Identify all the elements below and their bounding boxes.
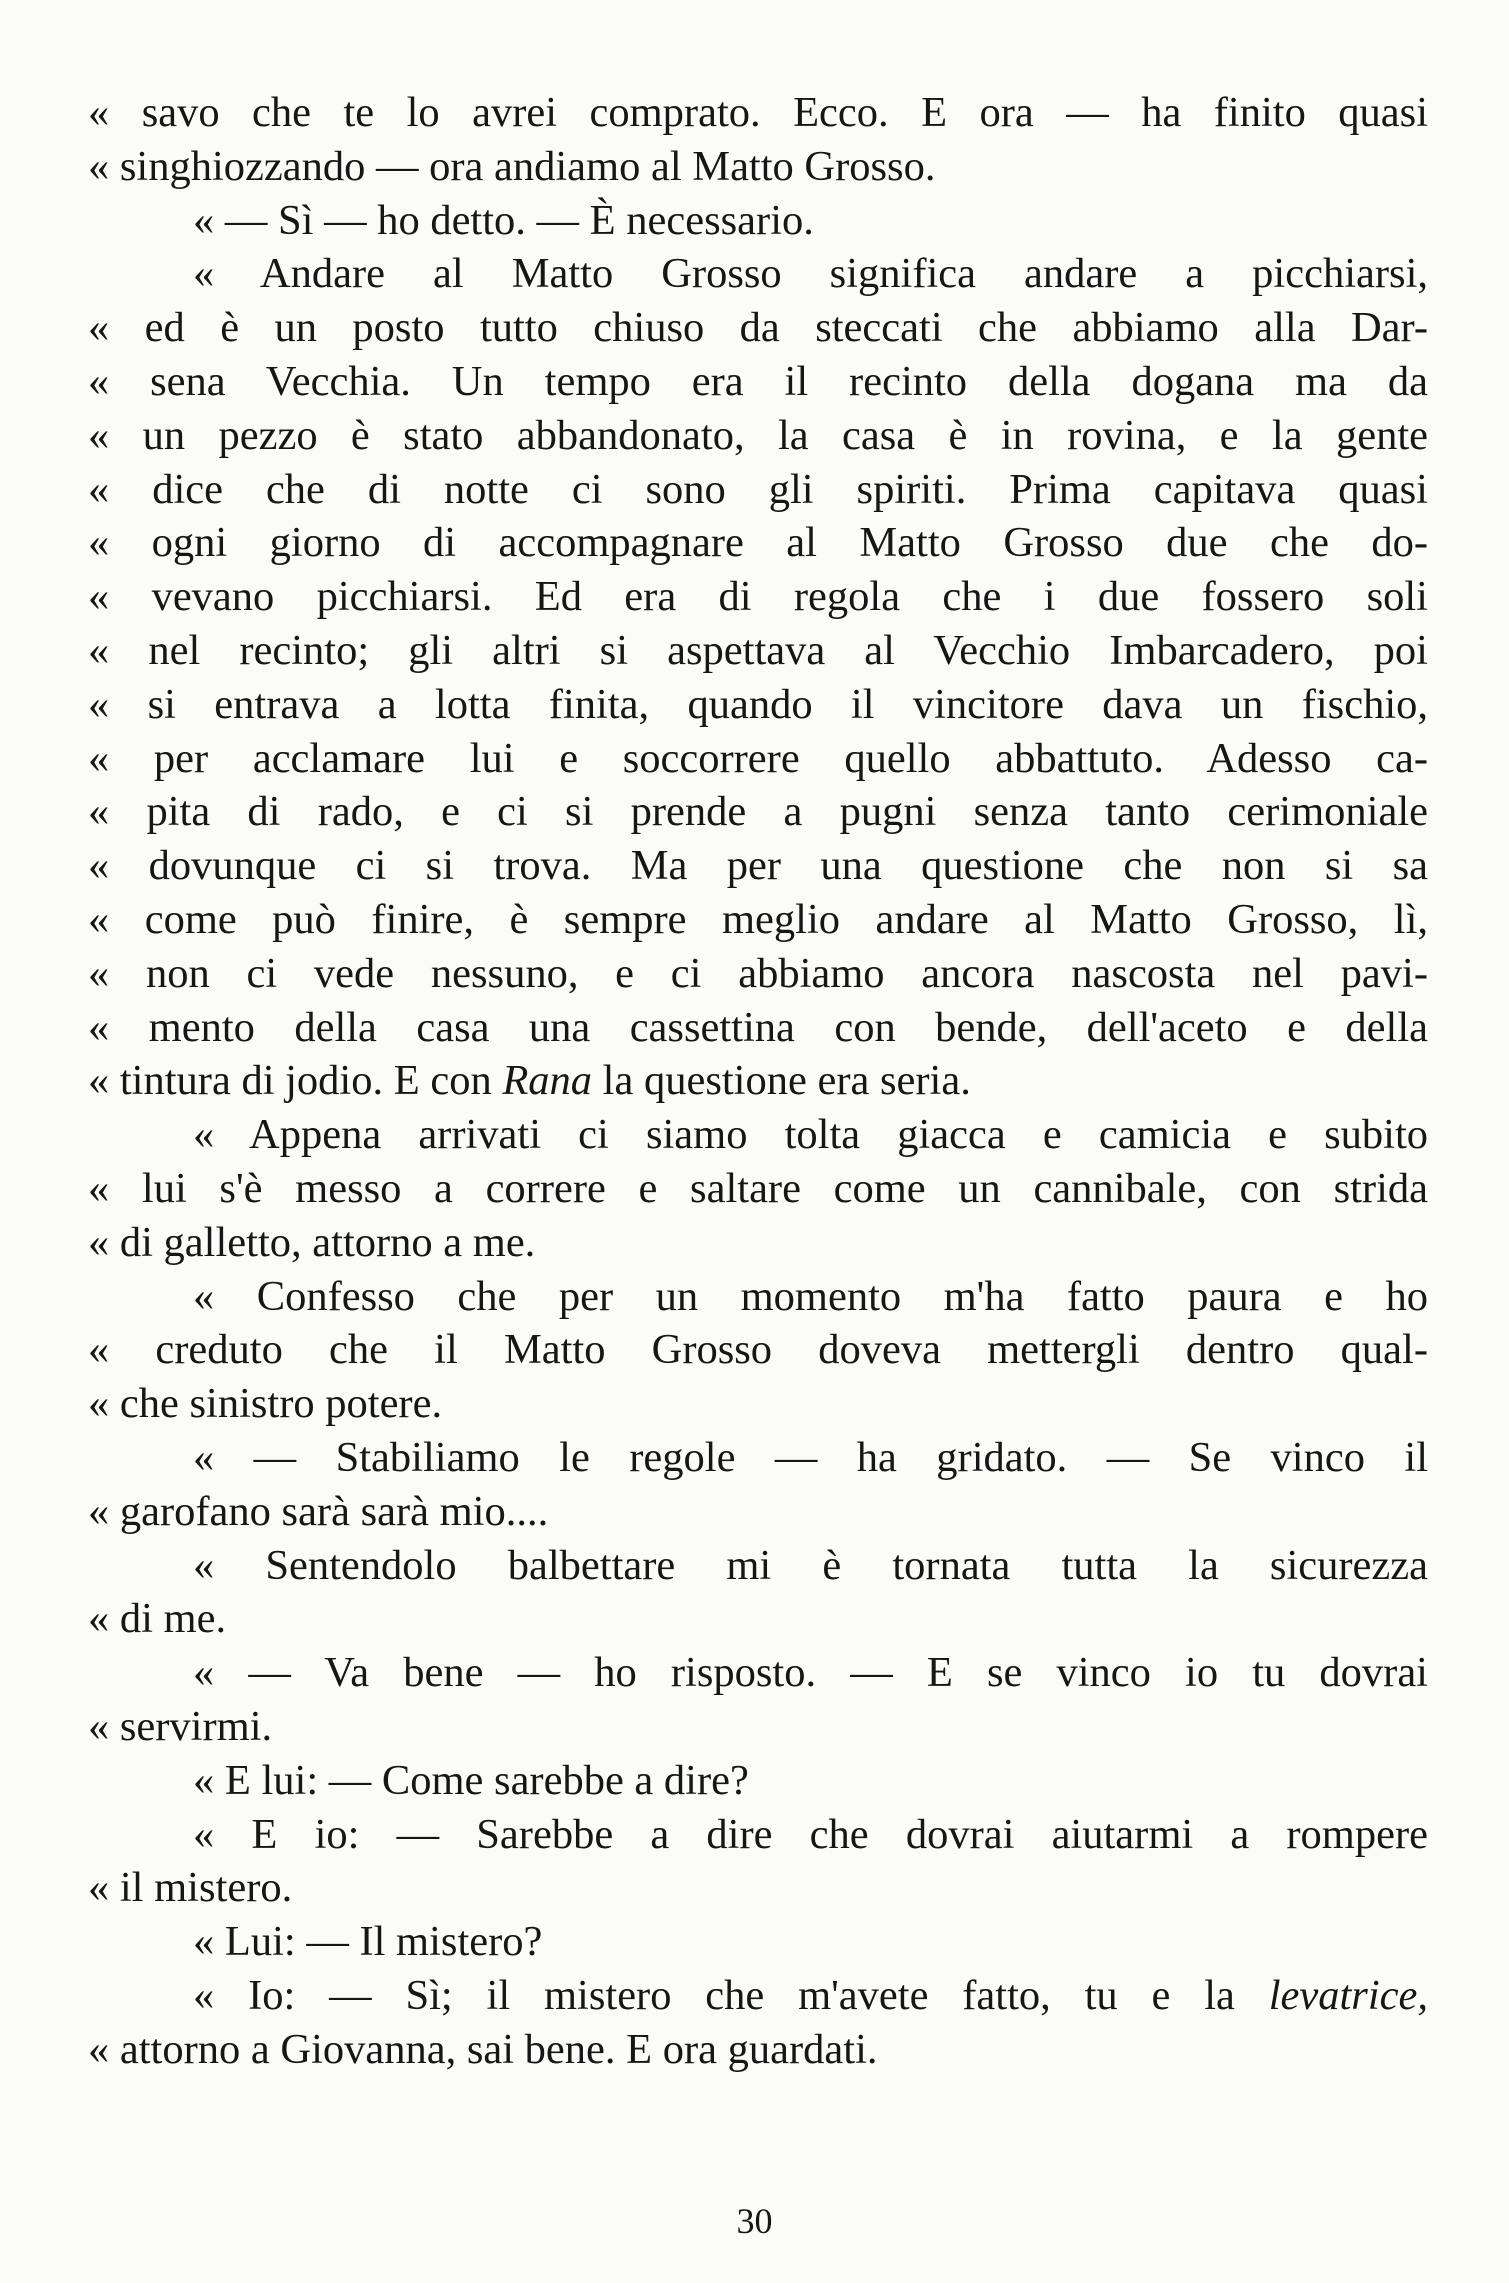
- text-line: [88, 1539, 1428, 1593]
- line-text: « di galletto, attorno a me.: [88, 1218, 536, 1266]
- line-text: « tintura di jodio. E con: [88, 1057, 503, 1105]
- text-line: [88, 1861, 1428, 1915]
- text-line: [88, 1485, 1428, 1539]
- text-line: [88, 1270, 1428, 1324]
- line-text: « per acclamare lui e soccorrere quello abbattuto. Adesso ca-: [88, 734, 1428, 782]
- line-text: « Io: — Sì; il mistero che m'avete fatto, tu e la: [193, 1971, 1269, 2019]
- line-text: « dice che di notte ci sono gli spiriti. Prima capitava quasi: [88, 465, 1428, 513]
- text-column: [88, 86, 1428, 2076]
- text-line: [88, 516, 1428, 570]
- line-text: « mento della casa una cassettina con bende, dell'aceto e della: [88, 1003, 1428, 1051]
- page-number: 30: [736, 2201, 773, 2241]
- line-text: « E io: — Sarebbe a dire che dovrai aiutarmi a rompere: [193, 1810, 1428, 1858]
- text-line: [88, 409, 1428, 463]
- text-line: [88, 1915, 1428, 1969]
- line-text: « servirmi.: [88, 1702, 273, 1750]
- line-text: « Lui: — Il mistero?: [193, 1918, 543, 1966]
- line-text: « savo che te lo avrei comprato. Ecco. E ora — ha finito quasi: [88, 89, 1428, 136]
- line-text: « ogni giorno di accompagnare al Matto Grosso due che do-: [88, 519, 1428, 567]
- text-line: [88, 1001, 1428, 1055]
- text-line: [88, 463, 1428, 517]
- line-text: « pita di rado, e ci si prende a pugni senza tanto cerimoniale: [88, 788, 1428, 836]
- line-text: « ed è un posto tutto chiuso da steccati che abbiamo alla Dar-: [88, 304, 1428, 352]
- text-line: [88, 86, 1428, 140]
- text-line: [88, 1323, 1428, 1377]
- line-text: « come può finire, è sempre meglio andare al Matto Grosso, lì,: [88, 895, 1428, 943]
- line-text: « nel recinto; gli altri si aspettava al Vecchio Imbarcadero, poi: [88, 626, 1428, 674]
- line-text: « che sinistro potere.: [88, 1380, 443, 1428]
- line-text: « Confesso che per un momento m'ha fatto paura e ho: [193, 1272, 1428, 1320]
- line-text: « dovunque ci si trova. Ma per una questione che non si sa: [88, 842, 1428, 890]
- line-text: « — Stabiliamo le regole — ha gridato. — Se vinco il: [193, 1433, 1428, 1481]
- line-text: « il mistero.: [88, 1864, 293, 1912]
- text-line: [88, 1431, 1428, 1485]
- text-line: [88, 947, 1428, 1001]
- line-text: « E lui: — Come sarebbe a dire?: [193, 1756, 749, 1804]
- line-text: « garofano sarà sarà mio....: [88, 1487, 549, 1535]
- line-text-after: la questione era seria.: [592, 1057, 971, 1105]
- text-line: [88, 1054, 1428, 1108]
- text-line: [88, 1377, 1428, 1431]
- line-text: « attorno a Giovanna, sai bene. E ora guardati.: [88, 2025, 878, 2073]
- text-line: [88, 2023, 1428, 2077]
- text-line: [88, 785, 1428, 839]
- text-line: [88, 1808, 1428, 1862]
- line-text: « lui s'è messo a correre e saltare come un cannibale, con strida: [88, 1164, 1428, 1212]
- line-text: « sena Vecchia. Un tempo era il recinto della dogana ma da: [88, 357, 1428, 405]
- text-line: [88, 140, 1428, 194]
- text-line: [88, 624, 1428, 678]
- text-line: [88, 1700, 1428, 1754]
- text-line: [88, 570, 1428, 624]
- text-line: [88, 839, 1428, 893]
- line-text: « creduto che il Matto Grosso doveva mettergli dentro qual-: [88, 1326, 1428, 1374]
- text-line: [88, 1162, 1428, 1216]
- italic-word: Rana: [502, 1057, 593, 1105]
- line-text: « si entrava a lotta finita, quando il vincitore dava un fischio,: [88, 680, 1428, 728]
- text-line: [88, 893, 1428, 947]
- text-line: [88, 1754, 1428, 1808]
- text-line: [88, 1969, 1428, 2023]
- line-text: « singhiozzando — ora andiamo al Matto Grosso.: [88, 142, 936, 190]
- text-line: [88, 355, 1428, 409]
- text-line: [88, 194, 1428, 248]
- line-text: « Andare al Matto Grosso significa andare a picchiarsi,: [193, 250, 1428, 298]
- line-text: « di me.: [88, 1595, 227, 1643]
- text-line: [88, 301, 1428, 355]
- line-text: « — Va bene — ho risposto. — E se vinco io tu dovrai: [193, 1649, 1428, 1697]
- line-text: « Sentendolo balbettare mi è tornata tutta la sicurezza: [193, 1541, 1428, 1589]
- text-line: [88, 1646, 1428, 1700]
- line-text: « Appena arrivati ci siamo tolta giacca e camicia e subito: [193, 1111, 1428, 1159]
- line-text: « vevano picchiarsi. Ed era di regola che i due fossero soli: [88, 573, 1428, 621]
- text-line: [88, 1108, 1428, 1162]
- text-line: [88, 1216, 1428, 1270]
- text-line: [88, 247, 1428, 301]
- text-line: [88, 1592, 1428, 1646]
- line-text: « — Sì — ho detto. — È necessario.: [193, 196, 814, 244]
- line-text: « un pezzo è stato abbandonato, la casa è in rovina, e la gente: [88, 411, 1428, 459]
- text-line: [88, 678, 1428, 732]
- line-text: « non ci vede nessuno, e ci abbiamo ancora nascosta nel pavi-: [88, 949, 1428, 997]
- text-line: [88, 732, 1428, 786]
- italic-word: levatrice,: [1268, 1971, 1428, 2019]
